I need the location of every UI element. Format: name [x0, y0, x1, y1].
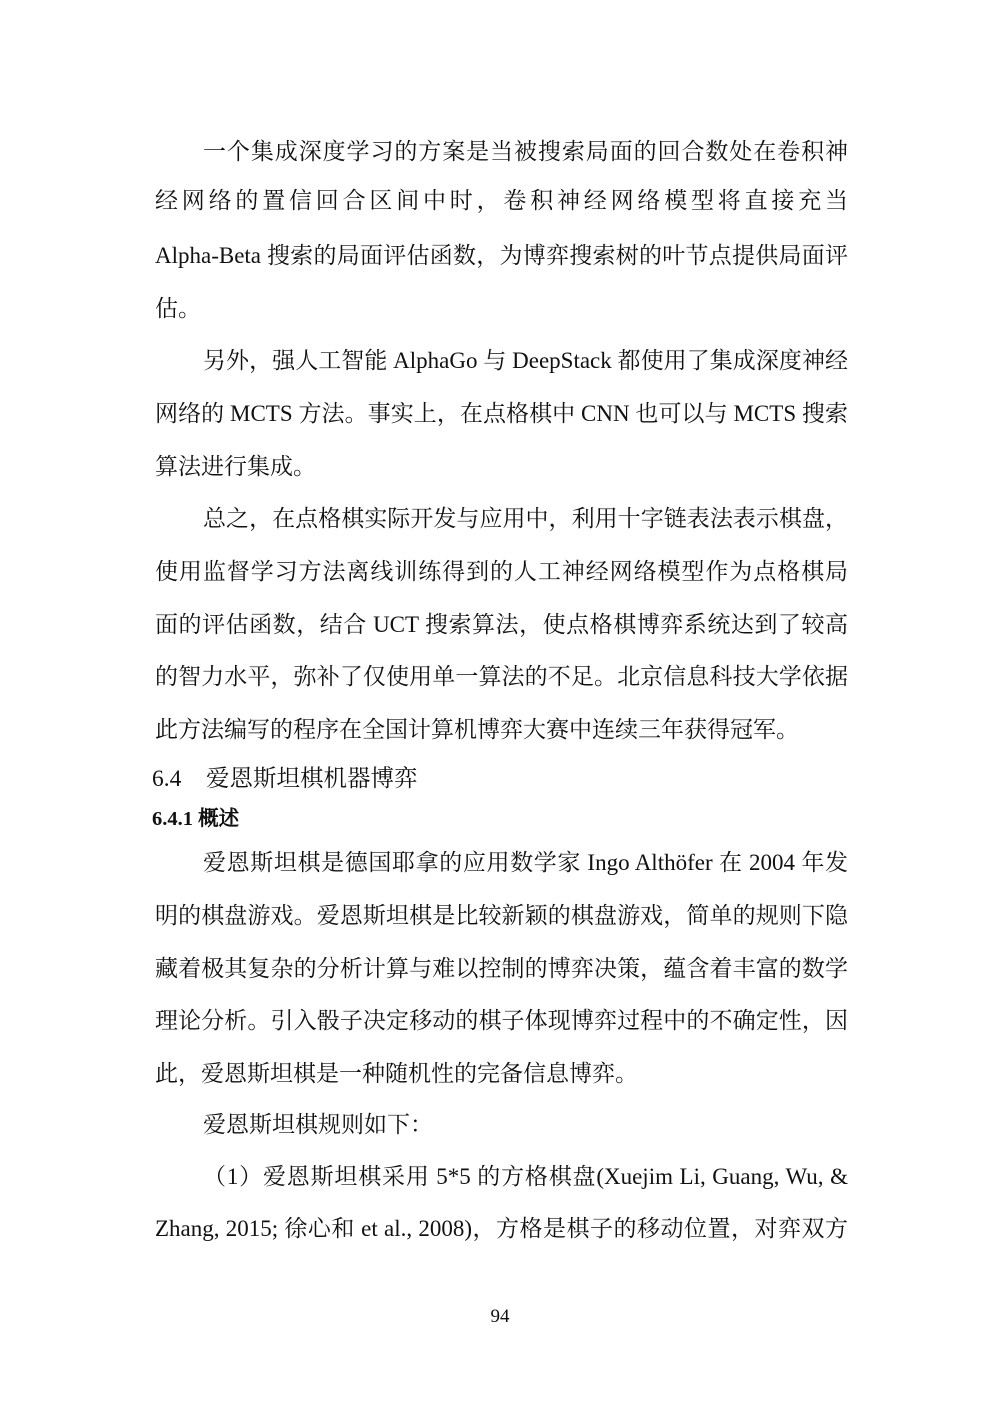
- page-number: 94: [490, 1306, 510, 1327]
- text-line: 此方法编写的程序在全国计算机博弈大赛中连续三年获得冠军。: [155, 717, 799, 742]
- text-line: 的智力水平，弥补了仅使用单一算法的不足。北京信息科技大学依据: [155, 664, 848, 689]
- text-line: 经网络的置信回合区间中时，卷积神经网络模型将直接充当: [155, 188, 848, 213]
- text-line: （1）爱恩斯坦棋采用 5*5 的方格棋盘(Xuejim Li, Guang, Wu, &: [203, 1164, 848, 1189]
- text-line: 理论分析。引入骰子决定移动的棋子体现博弈过程中的不确定性，因: [155, 1008, 848, 1033]
- text-line: 明的棋盘游戏。爱恩斯坦棋是比较新颖的棋盘游戏，简单的规则下隐: [155, 903, 848, 928]
- text-line: 爱恩斯坦棋规则如下：: [203, 1112, 433, 1137]
- text-line: 网络的 MCTS 方法。事实上，在点格棋中 CNN 也可以与 MCTS 搜索: [155, 401, 848, 426]
- text-line: 算法进行集成。: [155, 454, 316, 479]
- text-line: Alpha-Beta 搜索的局面评估函数，为博弈搜索树的叶节点提供局面评: [155, 243, 848, 268]
- section-heading: [152, 763, 418, 794]
- text-line: Zhang, 2015; 徐心和 et al., 2008)，方格是棋子的移动位置，对弈双方: [155, 1216, 848, 1241]
- text-line: 面的评估函数，结合 UCT 搜索算法，使点格棋博弈系统达到了较高: [155, 612, 848, 637]
- section-title: 爱恩斯坦棋机器博弈: [206, 764, 418, 792]
- text-line: 另外，强人工智能 AlphaGo 与 DeepStack 都使用了集成深度神经: [203, 348, 848, 373]
- text-line: 使用监督学习方法离线训练得到的人工神经网络模型作为点格棋局: [155, 559, 848, 584]
- text-line: 总之，在点格棋实际开发与应用中，利用十字链表法表示棋盘，: [203, 506, 848, 531]
- subsection-heading: 6.4.1 概述: [152, 808, 240, 830]
- text-line: 此，爱恩斯坦棋是一种随机性的完备信息博弈。: [155, 1061, 638, 1086]
- text-line: 藏着极其复杂的分析计算与难以控制的博弈决策，蕴含着丰富的数学: [155, 956, 848, 981]
- text-line: 一个集成深度学习的方案是当被搜索局面的回合数处在卷积神: [203, 139, 848, 164]
- text-line: 估。: [155, 296, 201, 321]
- section-number: 6.4: [152, 766, 182, 792]
- text-line: 爱恩斯坦棋是德国耶拿的应用数学家 Ingo Althöfer 在 2004 年发: [203, 850, 848, 875]
